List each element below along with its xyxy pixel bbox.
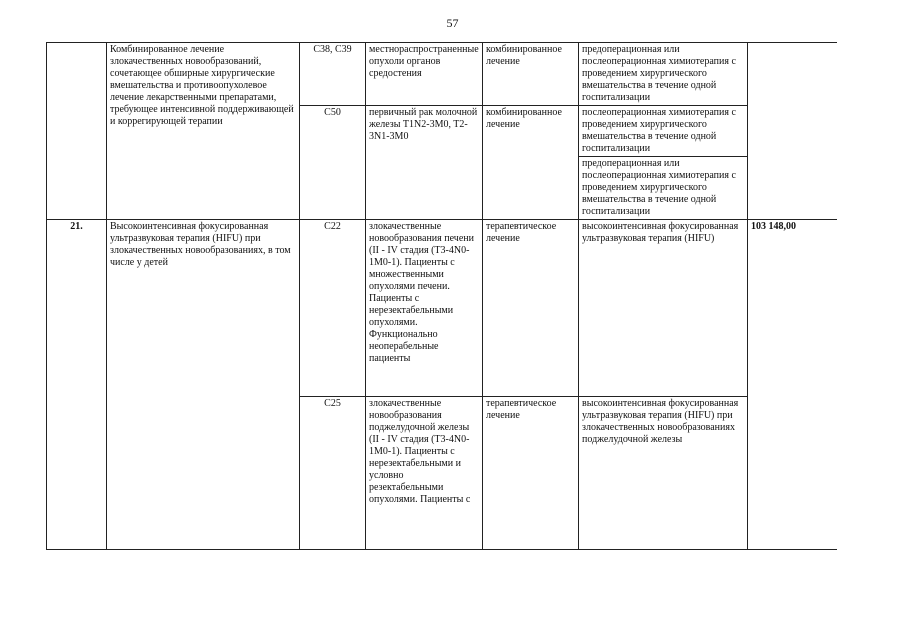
- treatment-method-cell: высокоинтенсивная фокусированная ультразвуковая терапия (HIFU) при злокачественных новообразованиях поджелудочной железы: [579, 397, 748, 550]
- price-cell: 103 148,00: [748, 220, 838, 550]
- treatment-type-cell: комбинированное лечение: [483, 106, 579, 220]
- treatment-method-cell: предоперационная или послеоперационная химиотерапия с проведением хирургического вмешательства в течение одной госпитализации: [579, 43, 748, 106]
- diagnosis-code-cell: C38, C39: [300, 43, 366, 106]
- diagnosis-code-cell: C50: [300, 106, 366, 220]
- treatment-name-cell: Высокоинтенсивная фокусированная ультразвуковая терапия (HIFU) при злокачественных новообразованиях, в том числе у детей: [107, 220, 300, 550]
- row-number-cell: [47, 43, 107, 220]
- treatment-type-cell: комбинированное лечение: [483, 43, 579, 106]
- patient-model-cell: злокачественные новообразования поджелудочной железы (II - IV стадия (T3-4N0-1M0-1). Пациенты с нерезектабельными и условно резектабельными опухолями. Пациенты с: [366, 397, 483, 550]
- table-frame: [46, 42, 837, 605]
- patient-model-cell: первичный рак молочной железы T1N2-3M0, T2-3N1-3M0: [366, 106, 483, 220]
- treatment-table: [46, 42, 837, 550]
- treatment-method-cell: высокоинтенсивная фокусированная ультразвуковая терапия (HIFU): [579, 220, 748, 397]
- treatment-type-cell: терапевтическое лечение: [483, 397, 579, 550]
- diagnosis-code-cell: C25: [300, 397, 366, 550]
- row-number-cell: 21.: [47, 220, 107, 550]
- treatment-method-cell: послеоперационная химиотерапия с проведением хирургического вмешательства в течение одной госпитализации: [579, 106, 748, 157]
- patient-model-cell: местнораспространенные опухоли органов средостения: [366, 43, 483, 106]
- price-cell: [748, 43, 838, 220]
- table-row: [47, 220, 838, 397]
- table-row: [47, 43, 838, 106]
- diagnosis-code-cell: C22: [300, 220, 366, 397]
- treatment-type-cell: терапевтическое лечение: [483, 220, 579, 397]
- treatment-name-cell: Комбинированное лечение злокачественных новообразований, сочетающее обширные хирургические вмешательства и противоопухолевое лечение лекарственными препаратами, требующее интенсивной поддерживающей и коррегирующей терапии: [107, 43, 300, 220]
- treatment-method-cell: предоперационная или послеоперационная химиотерапия с проведением хирургического вмешательства в течение одной госпитализации: [579, 157, 748, 220]
- patient-model-cell: злокачественные новообразования печени (II - IV стадия (T3-4N0-1M0-1). Пациенты с множественными опухолями печени. Пациенты с нерезектабельными опухолями. Функционально неоперабельные пациенты: [366, 220, 483, 397]
- page-number: 57: [446, 16, 459, 30]
